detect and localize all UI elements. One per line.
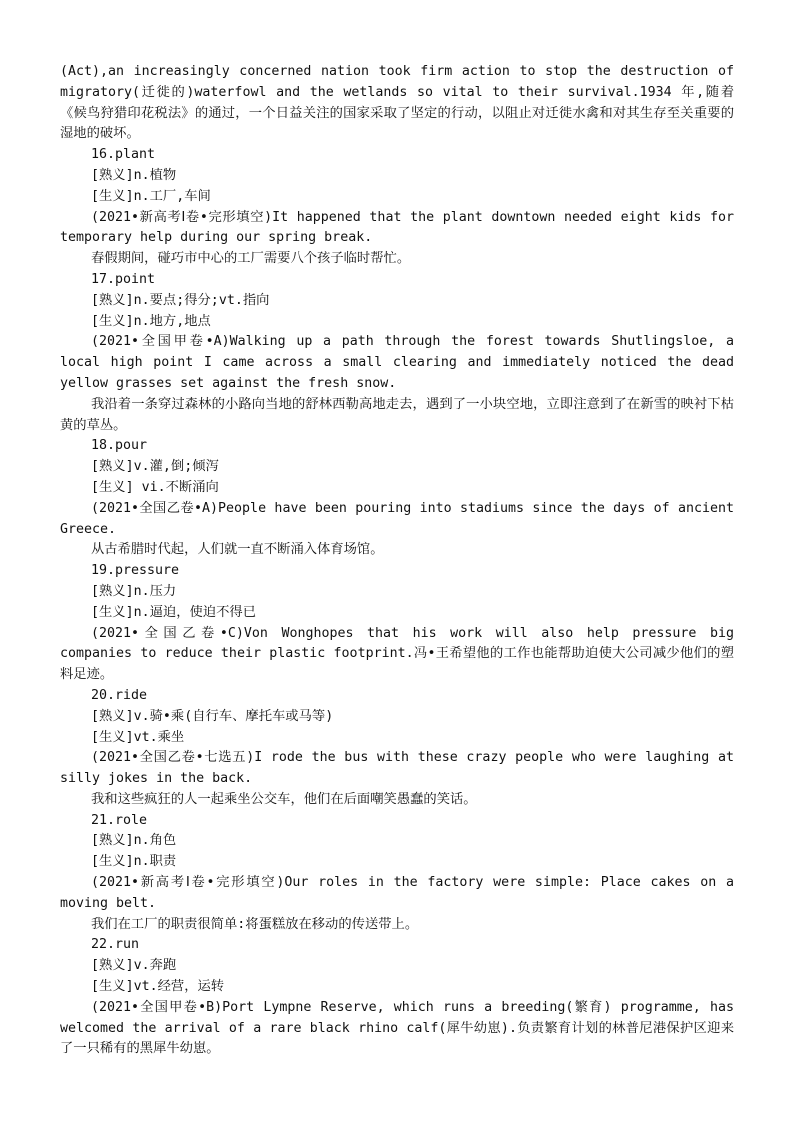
intro-paragraph: (Act),an increasingly concerned nation took firm action to stop the destruction of migratory(迁徙的)waterfowl and the wetlands so vital to their survival.1934 年,随着《候鸟狩猎印花税法》的通过，一个日益关注的国家采取了坚定的行动，以阻止对迁徙水禽和对其生存至关重要的湿地的破坏。 <box>60 64 734 142</box>
entry-point <box>60 270 734 436</box>
translation: 从古希腊时代起，人们就一直不断涌入体育场馆。 <box>91 542 384 558</box>
entry-head: 21.role <box>91 812 148 828</box>
entry-head: 16.plant <box>91 147 156 163</box>
document-page <box>60 62 734 1060</box>
entry-pressure <box>60 561 734 686</box>
example-sentence: (2021•全国乙卷•C)Von Wonghopes that his work will also help pressure big companies to reduce their plastic footprint.冯•王希望他的工作也能帮助迫使大公司减少他们的塑料足迹。 <box>60 625 734 683</box>
entry-pour <box>60 436 734 561</box>
familiar-meaning: [熟义]n.植物 <box>91 167 177 183</box>
entry-head: 22.run <box>91 937 140 953</box>
familiar-meaning: [熟义]n.压力 <box>91 583 177 599</box>
familiar-meaning: [熟义]v.灌,倒;倾泻 <box>91 459 219 475</box>
new-meaning: [生义]n.地方,地点 <box>91 313 211 329</box>
example-sentence: (2021•全国甲卷•B)Port Lympne Reserve, which runs a breeding(繁育) programme, has welcomed the arrival of a rare black rhino calf(犀牛幼崽).负责繁育计划的林普尼港保护区迎来了一只稀有的黑犀牛幼崽。 <box>60 999 734 1057</box>
entry-head: 17.point <box>91 271 156 287</box>
entry-head: 20.ride <box>91 687 148 703</box>
entry-role <box>60 811 734 936</box>
new-meaning: [生义]n.逼迫，使迫不得已 <box>91 604 256 620</box>
translation: 我和这些疯狂的人一起乘坐公交车，他们在后面嘲笑愚蠢的笑话。 <box>91 791 477 807</box>
new-meaning: [生义] vi.不断涌向 <box>91 479 219 495</box>
entry-plant <box>60 145 734 270</box>
example-sentence: (2021•全国甲卷•A)Walking up a path through the forest towards Shutlingsloe, a local high point I came across a small clearing and immediately noticed the dead yellow grasses set against the fresh snow. <box>60 334 734 391</box>
entry-ride <box>60 686 734 811</box>
example-sentence: (2021•全国乙卷•A)People have been pouring into stadiums since the days of ancient Greece. <box>60 500 734 537</box>
translation: 春假期间，碰巧市中心的工厂需要八个孩子临时帮忙。 <box>91 251 411 267</box>
example-sentence: (2021•新高考Ⅰ卷•完形填空)It happened that the plant downtown needed eight kids for temporary help during our spring break. <box>60 209 734 246</box>
familiar-meaning: [熟义]v.骑•乘(自行车、摩托车或马等) <box>91 708 334 724</box>
entry-head: 19.pressure <box>91 563 180 579</box>
familiar-meaning: [熟义]v.奔跑 <box>91 958 177 974</box>
entry-head: 18.pour <box>91 438 148 454</box>
translation: 我们在工厂的职责很简单:将蛋糕放在移动的传送带上。 <box>91 916 419 932</box>
new-meaning: [生义]n.职责 <box>91 854 177 870</box>
new-meaning: [生义]vt.乘坐 <box>91 729 185 745</box>
example-sentence: (2021•全国乙卷•七选五)I rode the bus with these crazy people who were laughing at silly jokes in the back. <box>60 750 734 787</box>
translation: 我沿着一条穿过森林的小路向当地的舒林西勒高地走去，遇到了一小块空地，立即注意到了在新雪的映衬下枯黄的草丛。 <box>60 396 734 433</box>
entry-run <box>60 935 734 1060</box>
new-meaning: [生义]vt.经营，运转 <box>91 979 225 995</box>
familiar-meaning: [熟义]n.角色 <box>91 833 177 849</box>
familiar-meaning: [熟义]n.要点;得分;vt.指向 <box>91 292 270 308</box>
new-meaning: [生义]n.工厂,车间 <box>91 188 211 204</box>
example-sentence: (2021•新高考Ⅰ卷•完形填空)Our roles in the factory were simple: Place cakes on a moving belt. <box>60 875 734 911</box>
